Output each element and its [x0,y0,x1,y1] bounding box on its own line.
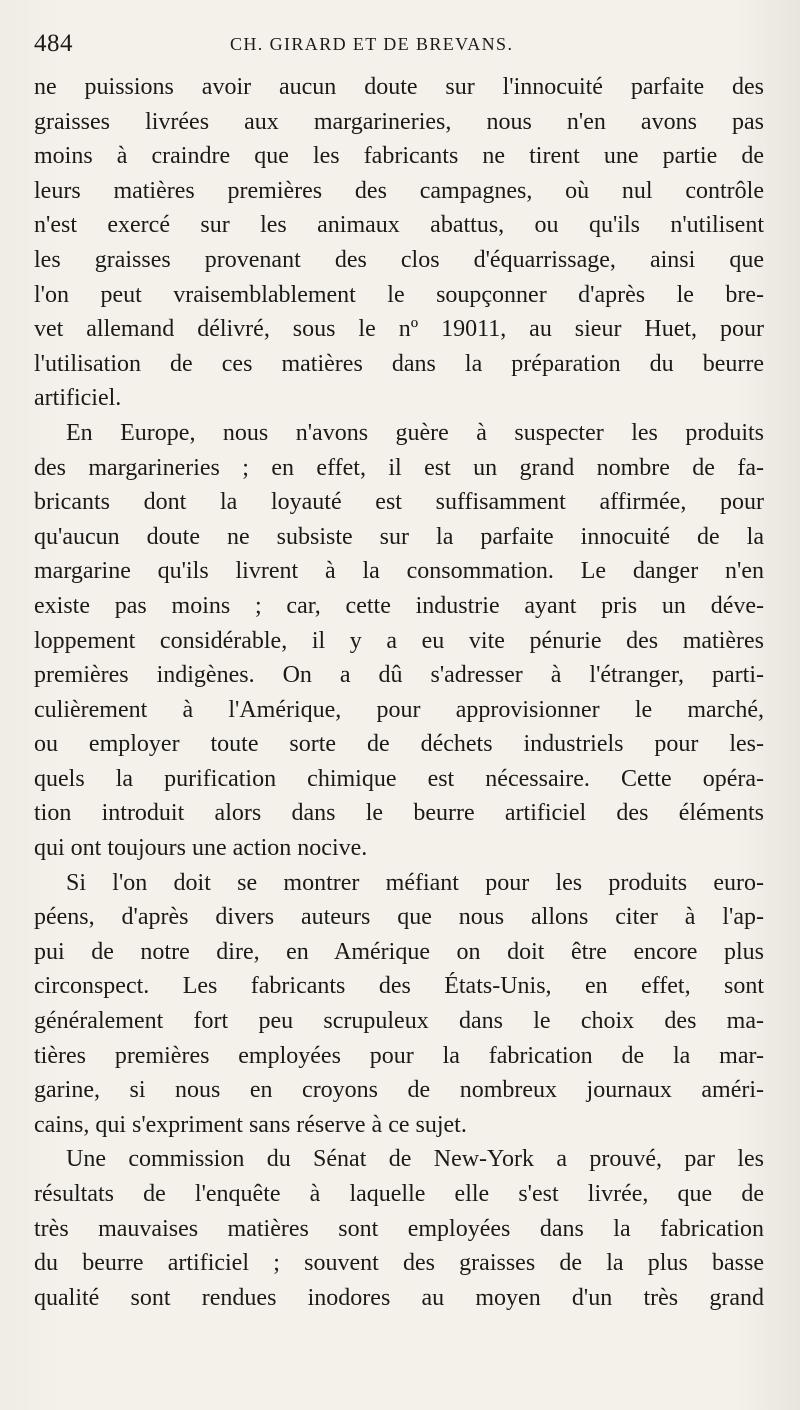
text-line: n'est exercé sur les animaux abattus, ou qu'ils n'utilisent [34,212,764,239]
text-line: résultats de l'enquête à laquelle elle s'est livrée, que de [34,1181,764,1207]
text-line: tières premières employées pour la fabrication de la mar- [34,1042,764,1069]
text-line: l'utilisation de ces matières dans la préparation du beurre [34,350,764,377]
text-line: du beurre artificiel ; souvent des graisses de la plus basse [34,1250,764,1277]
running-title: CH. GIRARD ET DE BREVANS. [230,34,514,54]
text-line: culièrement à l'Amérique, pour approvisionner le marché, [34,696,764,723]
text-line: vet allemand délivré, sous le nº 19011, au sieur Huet, pour [34,316,764,343]
text-line: artificiel. [34,385,122,412]
text-line: existe pas moins ; car, cette industrie ayant pris un déve- [34,592,764,619]
text-line: leurs matières premières des campagnes, où nul contrôle [34,177,764,204]
text-line: loppement considérable, il y a eu vite pénurie des matières [34,627,764,654]
running-head [34,30,764,64]
paragraph-4 [34,1142,764,1315]
text-line: Si l'on doit se montrer méfiant pour les produits euro- [66,869,764,896]
text-line: qualité sont rendues inodores au moyen d'un très grand [34,1284,764,1311]
text-line: Une commission du Sénat de New-York a prouvé, par les [66,1146,764,1173]
text-line: bricants dont la loyauté est suffisamment affirmée, pour [34,489,764,516]
text-line: tion introduit alors dans le beurre artificiel des éléments [34,800,764,827]
text-line: premières indigènes. On a dû s'adresser à l'étranger, parti- [34,662,764,689]
text-line: En Europe, nous n'avons guère à suspecter les produits [66,419,764,446]
text-line: margarine qu'ils livrent à la consommation. Le danger n'en [34,558,764,585]
page-number: 484 [34,30,73,57]
paragraph-2 [34,416,764,866]
paragraph-1 [34,70,764,416]
text-line: péens, d'après divers auteurs que nous allons citer à l'ap- [34,904,764,931]
text-line: les graisses provenant des clos d'équarrissage, ainsi que [34,246,764,273]
text-line: des margarineries ; en effet, il est un grand nombre de fa- [34,454,764,481]
text-line: garine, si nous en croyons de nombreux journaux améri- [34,1077,764,1104]
text-line: cains, qui s'expriment sans réserve à ce sujet. [34,1111,467,1138]
text-line: très mauvaises matières sont employées dans la fabrication [34,1215,764,1242]
text-line: généralement fort peu scrupuleux dans le choix des ma- [34,1008,764,1035]
paragraph-3 [34,866,764,1143]
text-line: circonspect. Les fabricants des États-Unis, en effet, sont [34,973,764,1000]
text-line: graisses livrées aux margarineries, nous n'en avons pas [34,108,764,135]
text-line: pui de notre dire, en Amérique on doit être encore plus [34,938,764,965]
body-text [34,70,764,1315]
text-line: quels la purification chimique est nécessaire. Cette opéra- [34,765,764,792]
text-line: ou employer toute sorte de déchets industriels pour les- [34,731,764,758]
text-line: qui ont toujours une action nocive. [34,835,368,862]
text-line: moins à craindre que les fabricants ne tirent une partie de [34,143,764,170]
text-line: qu'aucun doute ne subsiste sur la parfaite innocuité de la [34,523,764,550]
text-line: ne puissions avoir aucun doute sur l'innocuité parfaite des [34,74,764,100]
text-line: l'on peut vraisemblablement le soupçonner d'après le bre- [34,281,764,308]
